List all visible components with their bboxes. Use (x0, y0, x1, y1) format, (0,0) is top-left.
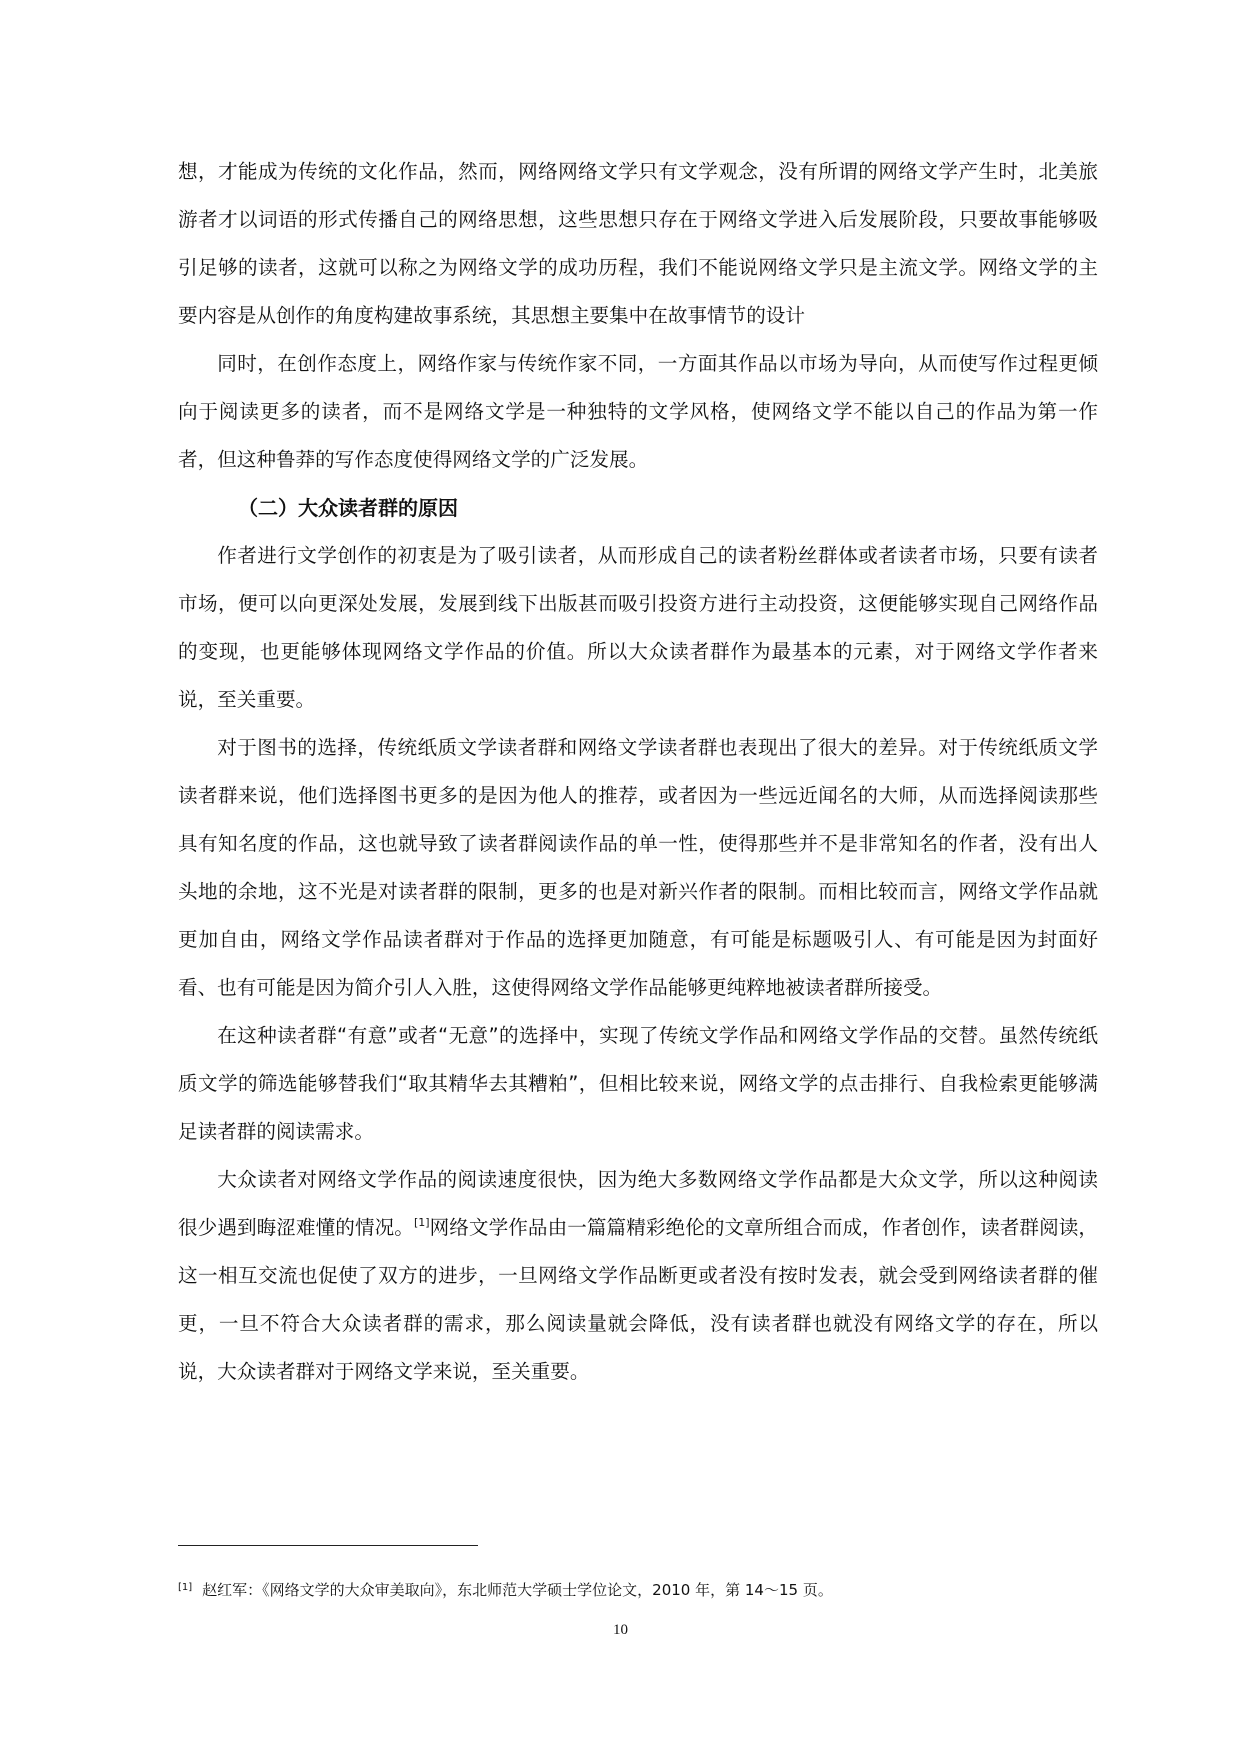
body-text (178, 148, 1098, 1396)
paragraph-6-part-b: 网络文学作品由一篇篇精彩绝伦的文章所组合而成，作者创作，读者群阅读，这一相互交流也促使了双方的进步，一旦网络文学作品断更或者没有按时发表，就会受到网络读者群的催更，一旦不符合大众读者群的需求，那么阅读量就会降低，没有读者群也就没有网络文学的存在，所以说，大众读者群对于网络文学来说，至关重要。 (178, 1216, 1099, 1383)
paragraph-5: 在这种读者群“有意”或者“无意”的选择中，实现了传统文学作品和网络文学作品的交替。虽然传统纸质文学的筛选能够替我们“取其精华去其糟粕”，但相比较来说，网络文学的点击排行、自我检索更能够满足读者群的阅读需求。 (178, 1024, 1098, 1143)
footnote-reference[interactable]: [1] (413, 1216, 430, 1229)
section-heading: （二）大众读者群的原因 (238, 496, 458, 520)
paragraph-3: 作者进行文学创作的初衷是为了吸引读者，从而形成自己的读者粉丝群体或者读者市场，只要有读者市场，便可以向更深处发展，发展到线下出版甚而吸引投资方进行主动投资，这便能够实现自己网络作品的变现，也更能够体现网络文学作品的价值。所以大众读者群作为最基本的元素，对于网络文学作者来说，至关重要。 (178, 544, 1098, 711)
footnote (178, 1577, 1078, 1601)
paragraph-6 (178, 1156, 1098, 1396)
paragraph-4: 对于图书的选择，传统纸质文学读者群和网络文学读者群也表现出了很大的差异。对于传统纸质文学读者群来说，他们选择图书更多的是因为他人的推荐，或者因为一些远近闻名的大师，从而选择阅读那些具有知名度的作品，这也就导致了读者群阅读作品的单一性，使得那些并不是非常知名的作者，没有出人头地的余地，这不光是对读者群的限制，更多的也是对新兴作者的限制。而相比较而言，网络文学作品就更加自由，网络文学作品读者群对于作品的选择更加随意，有可能是标题吸引人、有可能是因为封面好看、也有可能是因为简介引人入胜，这使得网络文学作品能够更纯粹地被读者群所接受。 (178, 736, 1098, 999)
paragraph-1: 想，才能成为传统的文化作品，然而，网络网络文学只有文学观念，没有所谓的网络文学产生时，北美旅游者才以词语的形式传播自己的网络思想，这些思想只存在于网络文学进入后发展阶段，只要故事能够吸引足够的读者，这就可以称之为网络文学的成功历程，我们不能说网络文学只是主流文学。网络文学的主要内容是从创作的角度构建故事系统，其思想主要集中在故事情节的设计 (178, 160, 1098, 327)
footnote-separator (178, 1545, 478, 1546)
page-number: 10 (613, 1622, 628, 1638)
paragraph-2: 同时，在创作态度上，网络作家与传统作家不同，一方面其作品以市场为导向，从而使写作过程更倾向于阅读更多的读者，而不是网络文学是一种独特的文学风格，使网络文学不能以自己的作品为第一作者，但这种鲁莽的写作态度使得网络文学的广泛发展。 (178, 352, 1098, 471)
footnote-text: 赵红军：《网络文学的大众审美取向》，东北师范大学硕士学位论文，2010 年，第 14～15 页。 (202, 1581, 833, 1599)
footnote-mark: [1] (178, 1582, 193, 1593)
paragraph-6-part-a: 大众读者对网络文学作品的阅读速度很快，因为绝大多数网络文学作品都是大众文学，所以这种阅读很少遇到晦涩难懂的情况。 (178, 1168, 1098, 1239)
